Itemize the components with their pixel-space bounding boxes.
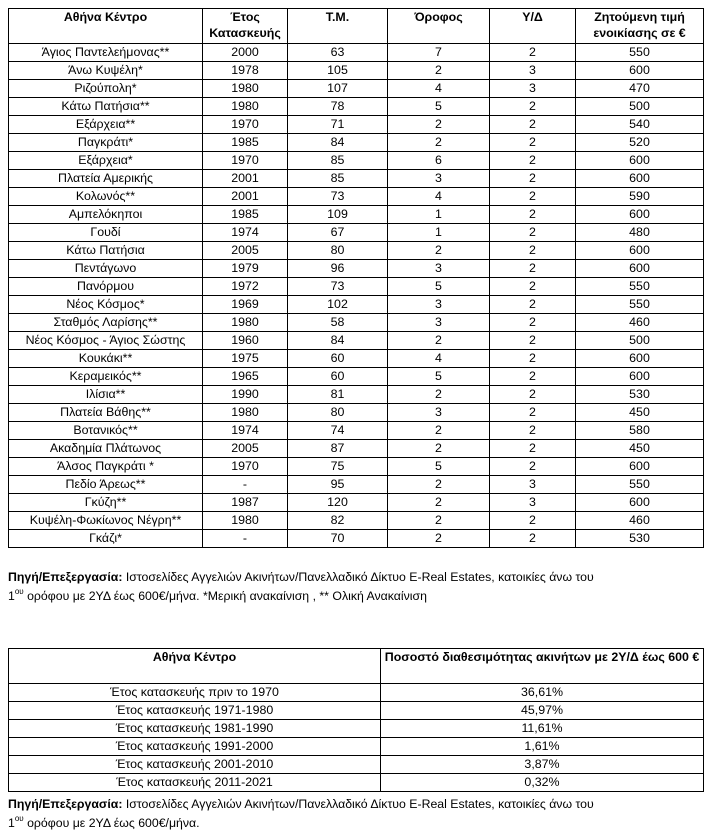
table-cell: 3 xyxy=(490,476,576,494)
table-cell: 87 xyxy=(288,440,388,458)
table-cell: 550 xyxy=(576,476,704,494)
table-row xyxy=(9,152,704,170)
table-row xyxy=(9,296,704,314)
table-cell: 600 xyxy=(576,62,704,80)
table-cell: 60 xyxy=(288,350,388,368)
table-row xyxy=(9,116,704,134)
table-cell: Πεδίο Άρεως** xyxy=(9,476,203,494)
table-cell: 1985 xyxy=(203,206,288,224)
table-cell: 2 xyxy=(388,332,490,350)
table-cell: 5 xyxy=(388,458,490,476)
table-cell: 102 xyxy=(288,296,388,314)
table-cell: 81 xyxy=(288,386,388,404)
header-floor: Όροφος xyxy=(388,9,490,44)
table-cell: 2 xyxy=(490,368,576,386)
table-row xyxy=(9,314,704,332)
table-cell: 2 xyxy=(490,404,576,422)
table-cell: Έτος κατασκευής πριν το 1970 xyxy=(9,684,381,702)
header-availability: Ποσοστό διαθεσιμότητας ακινήτων με 2Υ/Δ έως 600 € xyxy=(381,649,704,684)
table-cell: 1980 xyxy=(203,404,288,422)
table-cell: 3 xyxy=(490,494,576,512)
table-cell: 600 xyxy=(576,206,704,224)
table-cell: Πανόρμου xyxy=(9,278,203,296)
table-cell: 460 xyxy=(576,512,704,530)
header-rent: Ζητούμενη τιμή ενοικίασης σε € xyxy=(576,9,704,44)
source-label: Πηγή/Επεξεργασία: xyxy=(8,797,123,811)
table-cell: 2 xyxy=(490,170,576,188)
table-cell: 2 xyxy=(490,458,576,476)
table-cell: 1965 xyxy=(203,368,288,386)
table-cell: 600 xyxy=(576,368,704,386)
table-cell: Εξάρχεια** xyxy=(9,116,203,134)
table-cell: 2001 xyxy=(203,170,288,188)
table-cell: 2 xyxy=(490,224,576,242)
table-cell: Κολωνός** xyxy=(9,188,203,206)
table-cell: 540 xyxy=(576,116,704,134)
table-row xyxy=(9,756,704,774)
table-cell: 75 xyxy=(288,458,388,476)
table-cell: 2 xyxy=(388,476,490,494)
table-cell: 2 xyxy=(490,278,576,296)
table-cell: 2 xyxy=(490,314,576,332)
table-cell: 84 xyxy=(288,332,388,350)
table-cell: 580 xyxy=(576,422,704,440)
table-cell: 45,97% xyxy=(381,702,704,720)
table-cell: 550 xyxy=(576,296,704,314)
table-row xyxy=(9,368,704,386)
table-cell: 1970 xyxy=(203,116,288,134)
table-cell: 67 xyxy=(288,224,388,242)
table-cell: 1980 xyxy=(203,80,288,98)
table-row xyxy=(9,44,704,62)
source-text-line1: Ιστοσελίδες Αγγελιών Ακινήτων/Πανελλαδικό Δίκτυο E-Real Estates, κατοικίες άνω του xyxy=(122,797,594,811)
table-cell: 85 xyxy=(288,152,388,170)
table-cell: Πεντάγωνο xyxy=(9,260,203,278)
table-row xyxy=(9,440,704,458)
table-cell: Νέος Κόσμος - Άγιος Σώστης xyxy=(9,332,203,350)
table-cell: 107 xyxy=(288,80,388,98)
table-cell: Άγιος Παντελεήμονας** xyxy=(9,44,203,62)
table-cell: 1970 xyxy=(203,458,288,476)
table-cell: 105 xyxy=(288,62,388,80)
table-cell: 1985 xyxy=(203,134,288,152)
table-row xyxy=(9,170,704,188)
table-cell: 1972 xyxy=(203,278,288,296)
table-row xyxy=(9,332,704,350)
source-text-sup: ου xyxy=(14,814,24,823)
table-cell: 4 xyxy=(388,80,490,98)
table-cell: 2 xyxy=(490,386,576,404)
table-row xyxy=(9,494,704,512)
table-cell: 1970 xyxy=(203,152,288,170)
table-cell: 600 xyxy=(576,242,704,260)
table-cell: 3 xyxy=(388,260,490,278)
table-row xyxy=(9,476,704,494)
table-cell: Γκύζη** xyxy=(9,494,203,512)
table-cell: Κεραμεικός** xyxy=(9,368,203,386)
table-cell: 120 xyxy=(288,494,388,512)
table-cell: 2 xyxy=(490,188,576,206)
table-cell: - xyxy=(203,476,288,494)
table-cell: Άνω Κυψέλη* xyxy=(9,62,203,80)
table-cell: 11,61% xyxy=(381,720,704,738)
table-cell: 3 xyxy=(388,404,490,422)
table-cell: Έτος κατασκευής 1981-1990 xyxy=(9,720,381,738)
table-cell: 96 xyxy=(288,260,388,278)
table-cell: Σταθμός Λαρίσης** xyxy=(9,314,203,332)
table-cell: Βοτανικός** xyxy=(9,422,203,440)
table-cell: 0,32% xyxy=(381,774,704,792)
table-cell: 2 xyxy=(490,44,576,62)
table-cell: 36,61% xyxy=(381,684,704,702)
table-cell: 2 xyxy=(490,350,576,368)
source-text-line2: ορόφου με 2ΥΔ έως 600€/μήνα. *Μερική ανακαίνιση , ** Ολική Ανακαίνιση xyxy=(23,589,427,603)
table-row xyxy=(9,278,704,296)
rentals-table-body xyxy=(9,44,704,548)
availability-table-header xyxy=(9,649,704,684)
source-text-prefix: 1 xyxy=(8,816,15,830)
table-row xyxy=(9,774,704,792)
table-cell: 3 xyxy=(388,296,490,314)
table-cell: 1 xyxy=(388,206,490,224)
table-cell: 2 xyxy=(388,62,490,80)
table-cell: 3 xyxy=(388,314,490,332)
table-cell: 1960 xyxy=(203,332,288,350)
table-row xyxy=(9,738,704,756)
table-cell: 2 xyxy=(388,512,490,530)
table-cell: 80 xyxy=(288,242,388,260)
table-cell: 1980 xyxy=(203,512,288,530)
table-cell: 2 xyxy=(388,422,490,440)
table-cell: 71 xyxy=(288,116,388,134)
table-cell: 5 xyxy=(388,98,490,116)
table-cell: 3 xyxy=(388,170,490,188)
table-cell: 530 xyxy=(576,386,704,404)
table-cell: 2 xyxy=(490,332,576,350)
table-row xyxy=(9,224,704,242)
table-cell: 70 xyxy=(288,530,388,548)
table-cell: 3 xyxy=(490,80,576,98)
table-cell: Εξάρχεια* xyxy=(9,152,203,170)
rentals-table xyxy=(8,8,704,548)
table-cell: 5 xyxy=(388,278,490,296)
table-cell: 590 xyxy=(576,188,704,206)
table-cell: 1980 xyxy=(203,98,288,116)
table-row xyxy=(9,720,704,738)
table-row xyxy=(9,80,704,98)
table-cell: 1978 xyxy=(203,62,288,80)
table-cell: 480 xyxy=(576,224,704,242)
table-cell: 2000 xyxy=(203,44,288,62)
table-cell: 82 xyxy=(288,512,388,530)
table-row xyxy=(9,188,704,206)
table-cell: 2 xyxy=(388,494,490,512)
table-row xyxy=(9,702,704,720)
table-cell: Πλατεία Αμερικής xyxy=(9,170,203,188)
table-cell: Άλσος Παγκράτι * xyxy=(9,458,203,476)
table-cell: 4 xyxy=(388,188,490,206)
table-cell: 2 xyxy=(490,422,576,440)
table-cell: 2 xyxy=(490,260,576,278)
table-cell: 73 xyxy=(288,188,388,206)
table-cell: Αμπελόκηποι xyxy=(9,206,203,224)
source-text-prefix: 1 xyxy=(8,589,15,603)
table-cell: Ιλίσια** xyxy=(9,386,203,404)
table-row xyxy=(9,242,704,260)
table-cell: 2005 xyxy=(203,440,288,458)
table-cell: Γκάζι* xyxy=(9,530,203,548)
table-cell: Γουδί xyxy=(9,224,203,242)
table-cell: 4 xyxy=(388,350,490,368)
table-cell: 2 xyxy=(490,296,576,314)
table-cell: 500 xyxy=(576,98,704,116)
table-cell: 6 xyxy=(388,152,490,170)
table-cell: Νέος Κόσμος* xyxy=(9,296,203,314)
table-cell: 1975 xyxy=(203,350,288,368)
table-row xyxy=(9,260,704,278)
table-cell: Παγκράτι* xyxy=(9,134,203,152)
table-cell: 2 xyxy=(490,152,576,170)
table-cell: Κάτω Πατήσια xyxy=(9,242,203,260)
table-cell: 2 xyxy=(490,98,576,116)
table-cell: Πλατεία Βάθης** xyxy=(9,404,203,422)
table-cell: 2 xyxy=(388,242,490,260)
table-cell: 600 xyxy=(576,260,704,278)
table-cell: Κάτω Πατήσια** xyxy=(9,98,203,116)
table-cell: 3,87% xyxy=(381,756,704,774)
table-cell: 530 xyxy=(576,530,704,548)
table-row xyxy=(9,62,704,80)
table-cell: 3 xyxy=(490,62,576,80)
table-row xyxy=(9,530,704,548)
table-row xyxy=(9,458,704,476)
table-cell: 1969 xyxy=(203,296,288,314)
table-cell: 600 xyxy=(576,350,704,368)
source-label: Πηγή/Επεξεργασία: xyxy=(8,570,123,584)
table-cell: 2 xyxy=(490,530,576,548)
table-cell: 2 xyxy=(388,134,490,152)
table-cell: Έτος κατασκευής 2011-2021 xyxy=(9,774,381,792)
table-cell: 2001 xyxy=(203,188,288,206)
table-cell: 78 xyxy=(288,98,388,116)
table-cell: 84 xyxy=(288,134,388,152)
header-area: Αθήνα Κέντρο xyxy=(9,649,381,684)
table-cell: 60 xyxy=(288,368,388,386)
table-cell: 600 xyxy=(576,152,704,170)
table-cell: 1990 xyxy=(203,386,288,404)
table-cell: 80 xyxy=(288,404,388,422)
table-cell: 550 xyxy=(576,278,704,296)
table-cell: 600 xyxy=(576,170,704,188)
source-note-1 xyxy=(8,568,708,606)
table-cell: 85 xyxy=(288,170,388,188)
table-row xyxy=(9,134,704,152)
table-cell: Έτος κατασκευής 2001-2010 xyxy=(9,756,381,774)
table-cell: 1,61% xyxy=(381,738,704,756)
table-cell: 2 xyxy=(490,242,576,260)
table-cell: Κουκάκι** xyxy=(9,350,203,368)
source-text-sup: ου xyxy=(14,587,24,596)
table-cell: 1974 xyxy=(203,224,288,242)
header-bedrooms: Υ/Δ xyxy=(490,9,576,44)
availability-table xyxy=(8,648,704,792)
table-cell: 1987 xyxy=(203,494,288,512)
table-cell: 500 xyxy=(576,332,704,350)
table-cell: 2 xyxy=(388,386,490,404)
table-row xyxy=(9,404,704,422)
table-cell: 450 xyxy=(576,440,704,458)
header-area: Αθήνα Κέντρο xyxy=(9,9,203,44)
table-cell: 2 xyxy=(388,530,490,548)
table-cell: Ακαδημία Πλάτωνος xyxy=(9,440,203,458)
table-cell: 1974 xyxy=(203,422,288,440)
source-text-line1: Ιστοσελίδες Αγγελιών Ακινήτων/Πανελλαδικό Δίκτυο E-Real Estates, κατοικίες άνω του xyxy=(122,570,594,584)
table-row xyxy=(9,512,704,530)
table-cell: 63 xyxy=(288,44,388,62)
table-cell: 2 xyxy=(490,512,576,530)
availability-table-body xyxy=(9,684,704,792)
table-cell: 550 xyxy=(576,44,704,62)
header-year: Έτος Κατασκευής xyxy=(203,9,288,44)
table-cell: 74 xyxy=(288,422,388,440)
table-cell: 2 xyxy=(490,440,576,458)
table-row xyxy=(9,350,704,368)
table-cell: 470 xyxy=(576,80,704,98)
table-cell: 600 xyxy=(576,494,704,512)
table-cell: Έτος κατασκευής 1971-1980 xyxy=(9,702,381,720)
table-cell: 7 xyxy=(388,44,490,62)
table-cell: Κυψέλη-Φωκίωνος Νέγρη** xyxy=(9,512,203,530)
rentals-table-header xyxy=(9,9,704,44)
table-cell: 109 xyxy=(288,206,388,224)
table-cell: 1979 xyxy=(203,260,288,278)
table-cell: 2 xyxy=(490,206,576,224)
table-row xyxy=(9,684,704,702)
table-cell: 2 xyxy=(490,134,576,152)
table-cell: 450 xyxy=(576,404,704,422)
header-sqm: Τ.Μ. xyxy=(288,9,388,44)
table-cell: 73 xyxy=(288,278,388,296)
table-row xyxy=(9,386,704,404)
table-cell: 460 xyxy=(576,314,704,332)
table-cell: 2005 xyxy=(203,242,288,260)
table-cell: 2 xyxy=(490,116,576,134)
table-cell: 2 xyxy=(388,116,490,134)
table-cell: 1 xyxy=(388,224,490,242)
table-cell: - xyxy=(203,530,288,548)
table-cell: 1980 xyxy=(203,314,288,332)
table-cell: 520 xyxy=(576,134,704,152)
table-cell: 2 xyxy=(388,440,490,458)
table-row xyxy=(9,206,704,224)
table-cell: Έτος κατασκευής 1991-2000 xyxy=(9,738,381,756)
table-cell: 5 xyxy=(388,368,490,386)
source-note-2 xyxy=(8,795,708,833)
table-row xyxy=(9,98,704,116)
table-row xyxy=(9,422,704,440)
table-cell: 600 xyxy=(576,458,704,476)
source-text-line2: ορόφου με 2ΥΔ έως 600€/μήνα. xyxy=(23,816,200,830)
table-cell: 58 xyxy=(288,314,388,332)
table-cell: 95 xyxy=(288,476,388,494)
table-cell: Ριζούπολη* xyxy=(9,80,203,98)
